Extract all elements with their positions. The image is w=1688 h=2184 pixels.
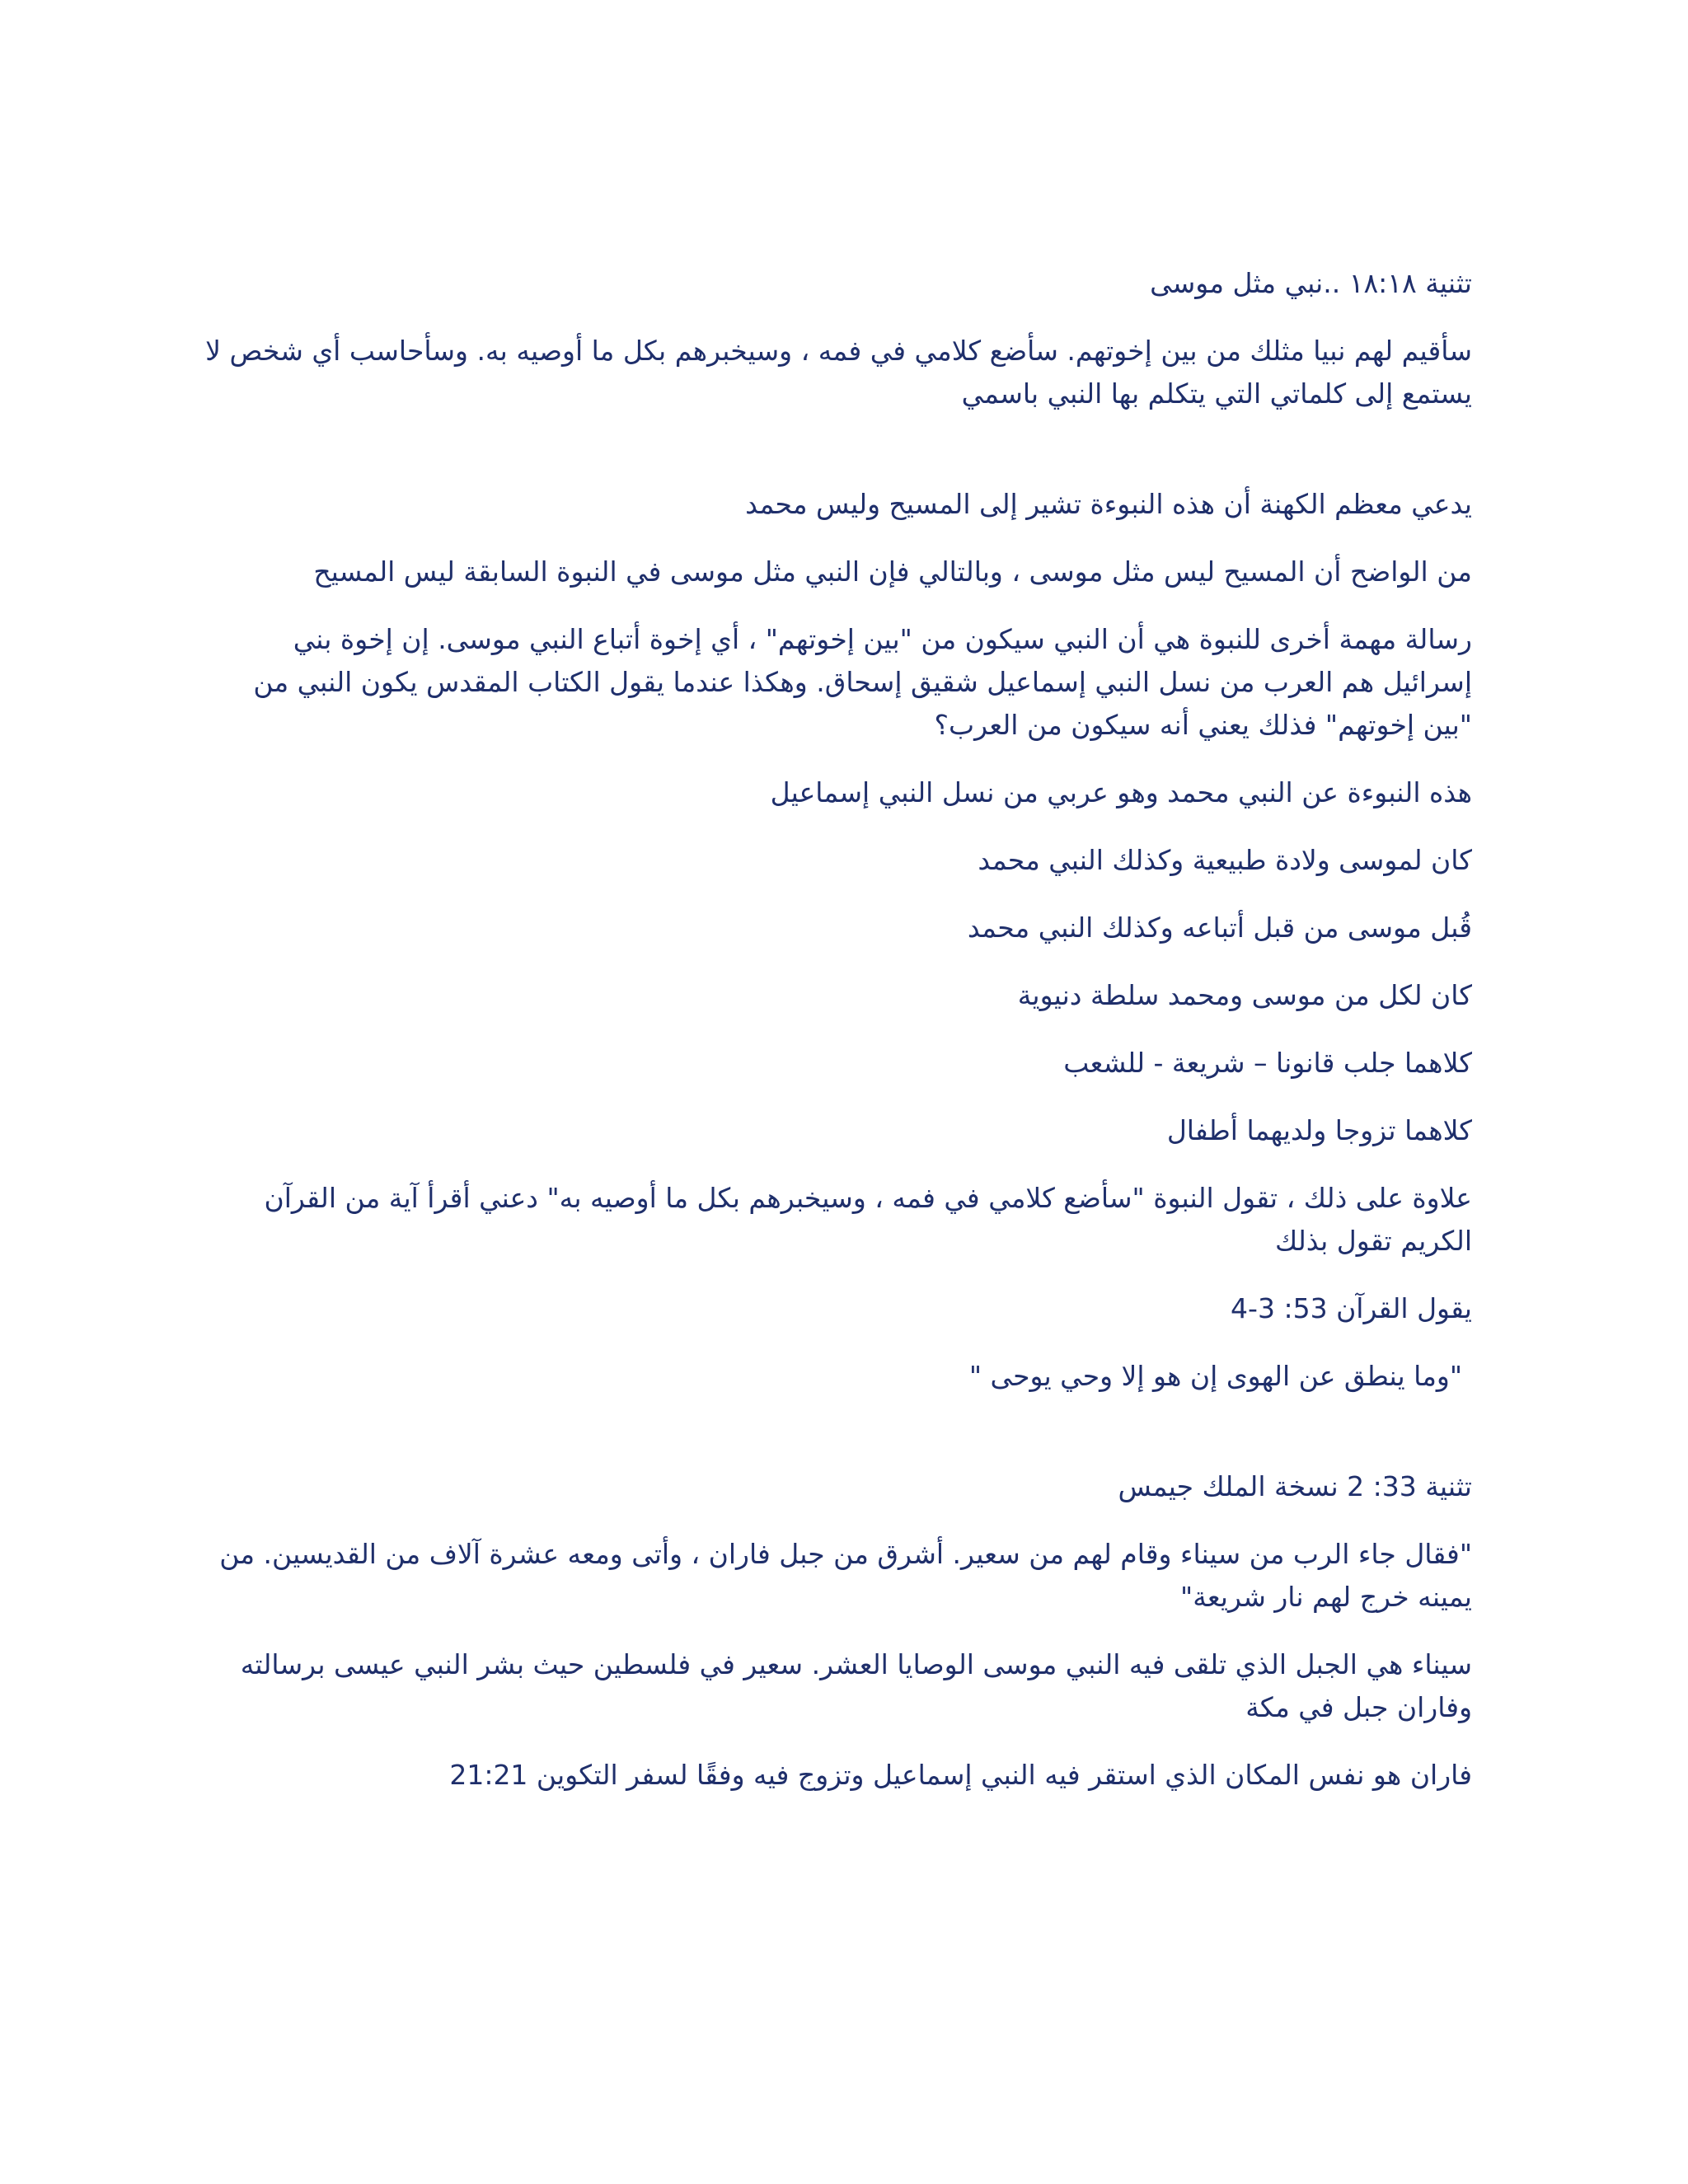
quran-quote: "وما ينطق عن الهوى إن هو إلا وحي يوحى " xyxy=(968,1360,1462,1392)
paragraph-priests-claim: يدعي معظم الكهنة أن هذه النبوءة تشير إلى المسيح وليس محمد xyxy=(745,488,1472,520)
verse-deuteronomy-18-18: سأقيم لهم نبيا مثلك من بين إخوتهم. سأضع كلامي في فمه ، وسيخبرهم بكل ما أوصيه به. وسأحاسب أي شخص لا يستمع إلى كلماتي التي يتكلم بها النبي باسمي xyxy=(205,335,1472,410)
document-body xyxy=(204,262,1472,1821)
paragraph-accepted: قُبل موسى من قبل أتباعه وكذلك النبي محمد xyxy=(967,912,1472,944)
paragraph-quran-reference: يقول القرآن 53: 3-4 xyxy=(1231,1292,1472,1324)
paragraph-among-brothers: رسالة مهمة أخرى للنبوة هي أن النبي سيكون من "بين إخوتهم" ، أي إخوة أتباع النبي موسى. إن إخوة بني إسرائيل هم العرب من نسل النبي إسماعيل شقيق إسحاق. وهكذا عندما يقول الكتاب المقدس يكون النبي من "بين إخوتهم" فذلك يعني أنه سيكون من العرب؟ xyxy=(253,623,1472,741)
spacer xyxy=(204,1422,1472,1465)
paragraph-sinai-seir-paran: سيناء هي الجبل الذي تلقى فيه النبي موسى الوصايا العشر. سعير في فلسطين حيث بشر النبي عيسى برسالته وفاران جبل في مكة xyxy=(240,1648,1472,1723)
paragraph-worldly-authority: كان لكل من موسى ومحمد سلطة دنيوية xyxy=(1017,979,1472,1011)
heading-deuteronomy-33-2: تثنية 33: 2 نسخة الملك جيمس xyxy=(1118,1470,1472,1502)
heading-deuteronomy-18-18: تثنية ١٨:١٨ ..نبي مثل موسى xyxy=(1150,267,1472,299)
paragraph-words-in-mouth: علاوة على ذلك ، تقول النبوة "سأضع كلامي في فمه ، وسيخبرهم بكل ما أوصيه به" دعني أقرأ آية من القرآن الكريم تقول بذلك xyxy=(264,1182,1472,1257)
paragraph-married-children: كلاهما تزوجا ولديهما أطفال xyxy=(1166,1114,1472,1146)
paragraph-not-like-moses: من الواضح أن المسيح ليس مثل موسى ، وبالتالي فإن النبي مثل موسى في النبوة السابقة ليس المسيح xyxy=(313,555,1472,588)
paragraph-natural-birth: كان لموسى ولادة طبيعية وكذلك النبي محمد xyxy=(978,844,1472,876)
paragraph-about-muhammad: هذه النبوءة عن النبي محمد وهو عربي من نسل النبي إسماعيل xyxy=(770,776,1472,808)
paragraph-paran-genesis: فاران هو نفس المكان الذي استقر فيه النبي إسماعيل وتزوج فيه وفقًا لسفر التكوين 21:21 xyxy=(449,1759,1472,1791)
verse-deuteronomy-33-2: "فقال جاء الرب من سيناء وقام لهم من سعير. أشرق من جبل فاران ، وأتى ومعه عشرة آلاف من القديسين. من يمينه خرج لهم نار شريعة" xyxy=(219,1538,1472,1613)
spacer xyxy=(204,440,1472,483)
paragraph-brought-law: كلاهما جلب قانونا – شريعة - للشعب xyxy=(1063,1047,1472,1079)
